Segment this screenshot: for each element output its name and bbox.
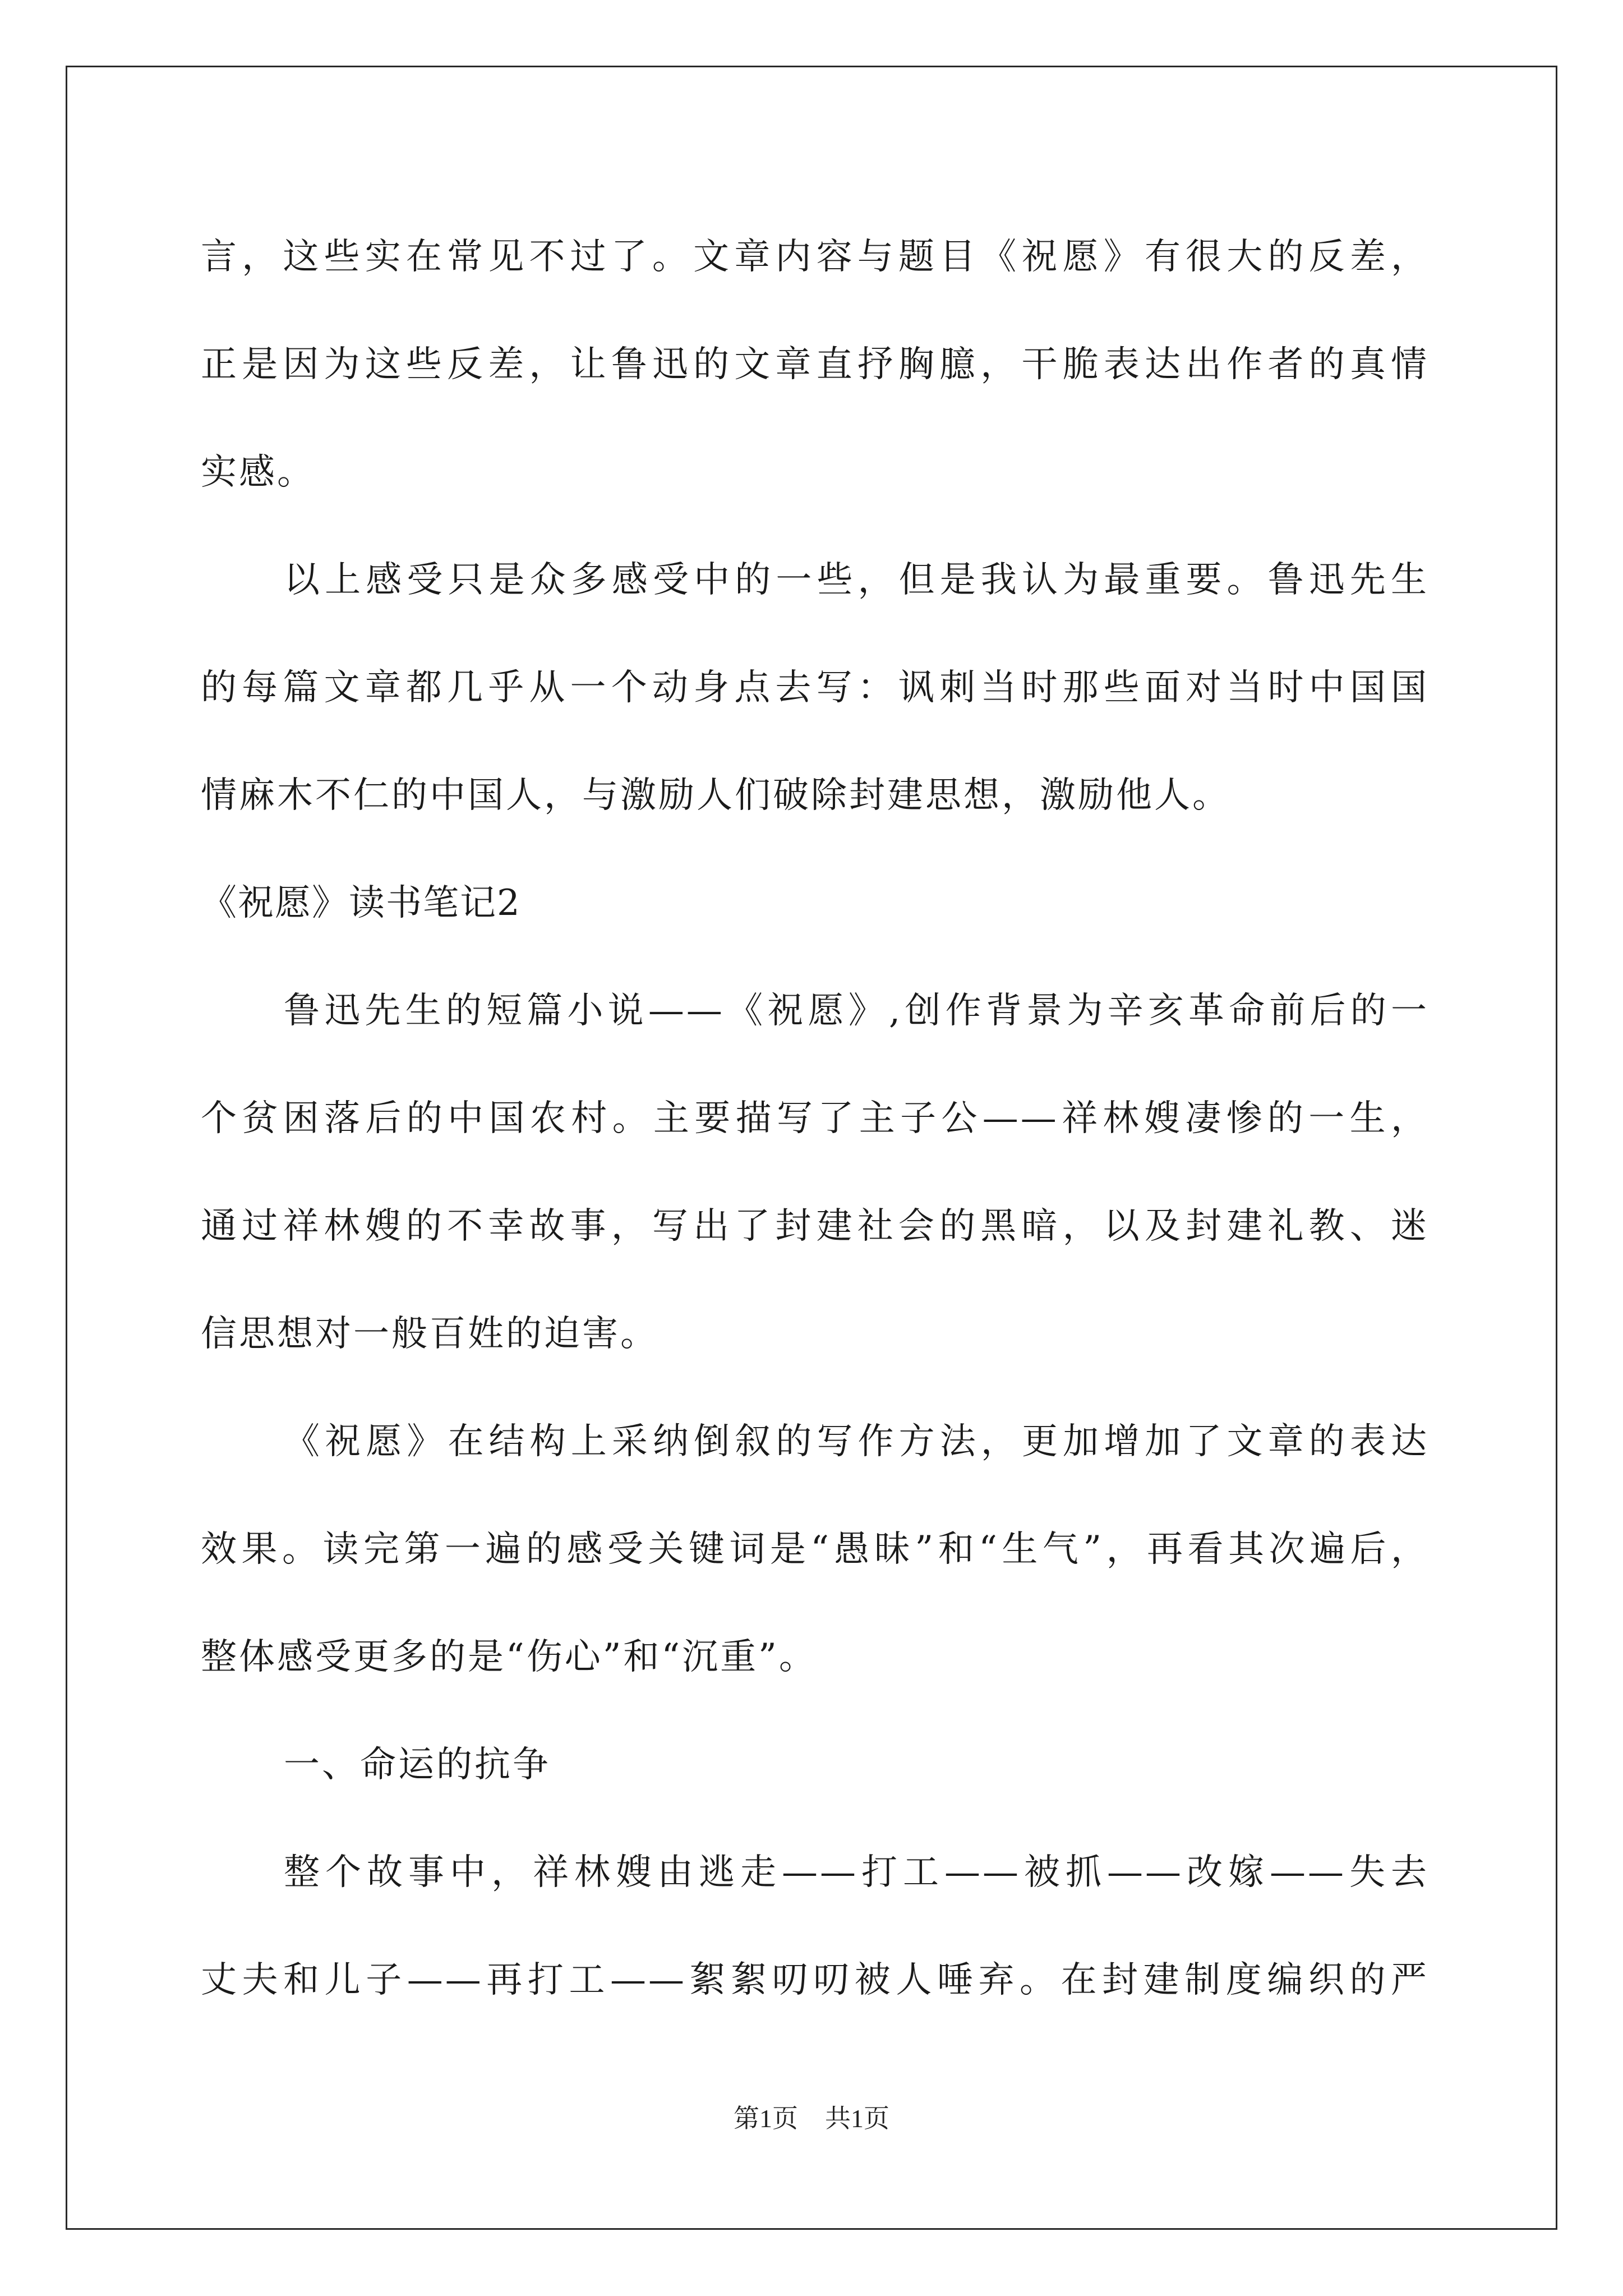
page-footer <box>0 2098 1623 2135</box>
paragraph-first-line: 整个故事中，祥林嫂由逃走——打工——被抓——改嫁——失去 <box>284 1852 1429 1893</box>
subheading: 一、命运的抗争 <box>284 1744 551 1786</box>
text-line: 通过祥林嫂的不幸故事，写出了封建社会的黑暗，以及封建礼教、迷 <box>201 1205 1429 1247</box>
document-body <box>201 203 1429 2034</box>
paragraph-first-line: 鲁迅先生的短篇小说——《祝愿》,创作背景为辛亥革命前后的一 <box>284 990 1429 1032</box>
text-line: 个贫困落后的中国农村。主要描写了主子公——祥林嫂凄惨的一生， <box>201 1098 1429 1139</box>
text-line: 丈夫和儿子——再打工——絮絮叨叨被人唾弃。在封建制度编织的严 <box>201 1959 1429 2001</box>
text-line: 信思想对一般百姓的迫害。 <box>201 1313 658 1355</box>
page-number-total: 共1页 <box>825 2104 889 2133</box>
text-line: 情麻木不仁的中国人，与激励人们破除封建思想，激励他人。 <box>201 775 1230 816</box>
page-number-current: 第1页 <box>734 2104 798 2133</box>
text-line: 实感。 <box>201 452 315 493</box>
text-line: 的每篇文章都几乎从一个动身点去写：讽刺当时那些面对当时中国国 <box>201 667 1429 708</box>
text-line: 言，这些实在常见不过了。文章内容与题目《祝愿》有很大的反差， <box>201 236 1429 278</box>
section-heading: 《祝愿》读书笔记2 <box>201 882 521 924</box>
text-line: 效果。读完第一遍的感受关键词是“愚昧”和“生气”，再看其次遍后， <box>201 1529 1429 1570</box>
text-line: 正是因为这些反差，让鲁迅的文章直抒胸臆，干脆表达出作者的真情 <box>201 344 1429 385</box>
paragraph-first-line: 《祝愿》在结构上采纳倒叙的写作方法，更加增加了文章的表达 <box>284 1421 1429 1462</box>
text-line: 整体感受更多的是“伤心”和“沉重”。 <box>201 1636 817 1678</box>
paragraph-first-line: 以上感受只是众多感受中的一些，但是我认为最重要。鲁迅先生 <box>284 559 1429 601</box>
